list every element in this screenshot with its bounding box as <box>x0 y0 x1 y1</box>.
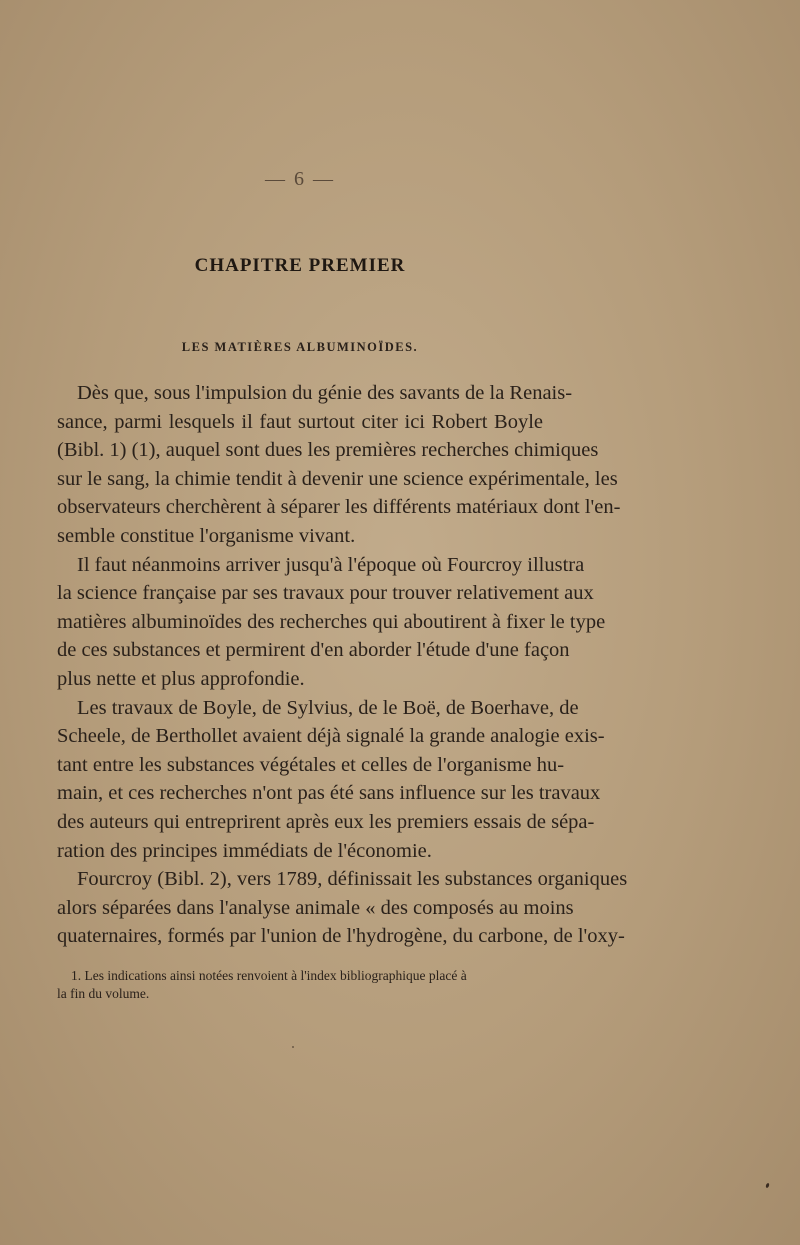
body-line: Scheele, de Berthollet avaient déjà signalé la grande analogie exis- <box>57 725 605 748</box>
body-line: quaternaires, formés par l'union de l'hydrogène, du carbone, de l'oxy- <box>57 925 625 948</box>
body-line: Dès que, sous l'impulsion du génie des savants de la Renais- <box>77 382 573 404</box>
ink-speck <box>292 1046 294 1048</box>
body-line: la science française par ses travaux pour trouver relativement aux <box>57 582 594 605</box>
body-line: main, et ces recherches n'ont pas été sans influence sur les travaux <box>57 782 601 805</box>
body-line: tant entre les substances végétales et celles de l'organisme hu- <box>57 753 565 776</box>
body-line: semble constitue l'organisme vivant. <box>57 524 356 547</box>
ink-speck <box>765 1183 770 1189</box>
body-line: observateurs cherchèrent à séparer les différents matériaux dont l'en- <box>57 496 621 519</box>
body-line: Fourcroy (Bibl. 2), vers 1789, définissait les substances organiques <box>77 868 628 891</box>
footnote <box>57 967 543 1003</box>
footnote-line: 1. Les indications ainsi notées renvoient à l'index bibliographique placé à <box>71 968 467 983</box>
body-line: sance, parmi lesquels il faut surtout citer ici Robert Boyle <box>57 410 543 433</box>
body-line: de ces substances et permirent d'en aborder l'étude d'une façon <box>57 639 570 662</box>
chapter-heading: CHAPITRE PREMIER <box>194 255 406 276</box>
section-heading: LES MATIÈRES ALBUMINOÏDES. <box>181 340 419 354</box>
body-line: (Bibl. 1) (1), auquel sont dues les premières recherches chimiques <box>57 439 599 462</box>
body-line: Les travaux de Boyle, de Sylvius, de le Boë, de Boerhave, de <box>77 696 579 719</box>
body-line: des auteurs qui entreprirent après eux les premiers essais de sépa- <box>57 810 595 833</box>
body-line: plus nette et plus approfondie. <box>57 667 305 690</box>
body-line: sur le sang, la chimie tendit à devenir une science expérimentale, les <box>57 467 618 490</box>
page-number: — 6 — <box>265 168 335 190</box>
body-line: Il faut néanmoins arriver jusqu'à l'époque où Fourcroy illustra <box>77 553 585 576</box>
body-line: ration des principes immédiats de l'économie. <box>57 839 432 862</box>
footnote-line: la fin du volume. <box>57 986 150 1001</box>
body-line: matières albuminoïdes des recherches qui aboutirent à fixer le type <box>57 610 606 633</box>
body-text <box>57 379 628 951</box>
body-line: alors séparées dans l'analyse animale « des composés au moins <box>57 896 574 919</box>
